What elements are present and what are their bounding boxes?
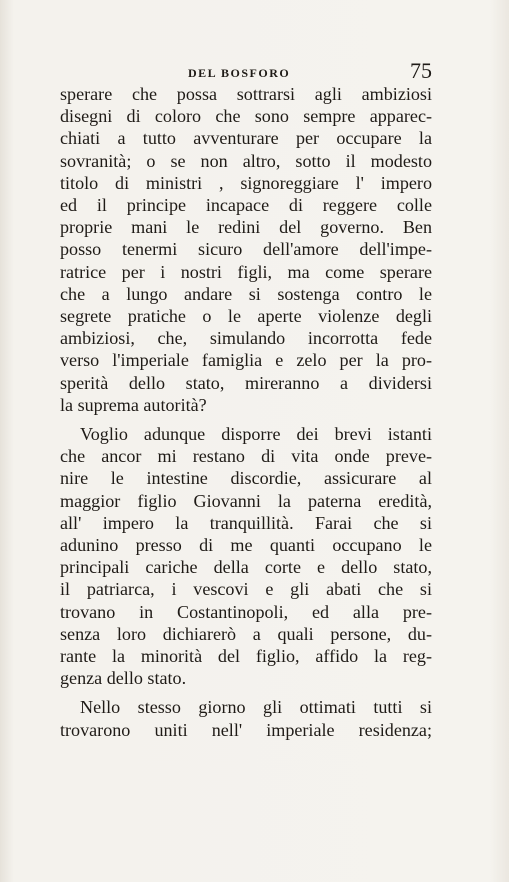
text-line: Nello stesso giorno gli ottimati tutti si (80, 697, 432, 718)
text-line: rante la minorità del figlio, affido la reg- (60, 646, 432, 667)
page-number: 75 (410, 58, 432, 83)
text-line: all' impero la tranquillità. Farai che si (60, 512, 432, 533)
text-line: sovranità; o se non altro, sotto il modesto (60, 150, 432, 171)
text-line: maggior figlio Giovanni la paterna eredità, (60, 490, 432, 511)
text-line: che ancor mi restano di vita onde preve- (60, 446, 432, 467)
text-line: la suprema autorità? (60, 394, 207, 415)
text-line: sperare che possa sottrarsi agli ambiziosi (60, 84, 432, 104)
paragraph-3 (60, 696, 432, 740)
body-text (60, 83, 432, 741)
text-line: chiati a tutto avventurare per occupare la (60, 128, 432, 149)
paragraph-gap (60, 689, 432, 696)
text-line: disegni di coloro che sono sempre apparec- (60, 106, 432, 127)
text-line: ambiziosi, che, simulando incorrotta fede (60, 328, 432, 349)
text-line: ratrice per i nostri figli, ma come sperare (60, 261, 432, 282)
paragraph-2 (60, 423, 432, 689)
text-line: sperità dello stato, mireranno a dividersi (60, 372, 432, 393)
text-line: il patriarca, i vescovi e gli abati che si (60, 579, 432, 600)
text-line: trovarono uniti nell' imperiale residenza; (60, 719, 432, 740)
text-line: proprie mani le redini del governo. Ben (60, 217, 432, 238)
text-line: genza dello stato. (60, 668, 187, 689)
text-line: verso l'imperiale famiglia e zelo per la pro- (60, 350, 432, 371)
text-line: posso tenermi sicuro dell'amore dell'impe- (60, 239, 432, 260)
paragraph-gap (60, 416, 432, 423)
text-line: principali cariche della corte e dello stato, (60, 557, 432, 578)
text-line: Voglio adunque disporre dei brevi istanti (80, 424, 432, 445)
text-line: trovano in Costantinopoli, ed alla pre- (60, 601, 432, 622)
text-line: che a lungo andare si sostenga contro le (60, 283, 432, 304)
text-line: adunino presso di me quanti occupano le (60, 535, 432, 556)
text-line: senza loro dichiarerò a quali persone, du- (60, 623, 432, 644)
text-line: segrete pratiche o le aperte violenze degli (60, 306, 432, 327)
text-line: ed il principe incapace di reggere colle (60, 195, 432, 216)
text-line: titolo di ministri , signoreggiare l' impero (60, 172, 432, 193)
text-line: nire le intestine discordie, assicurare al (60, 468, 432, 489)
paragraph-1 (60, 83, 432, 416)
running-title: DEL BOSFORO (188, 66, 291, 80)
